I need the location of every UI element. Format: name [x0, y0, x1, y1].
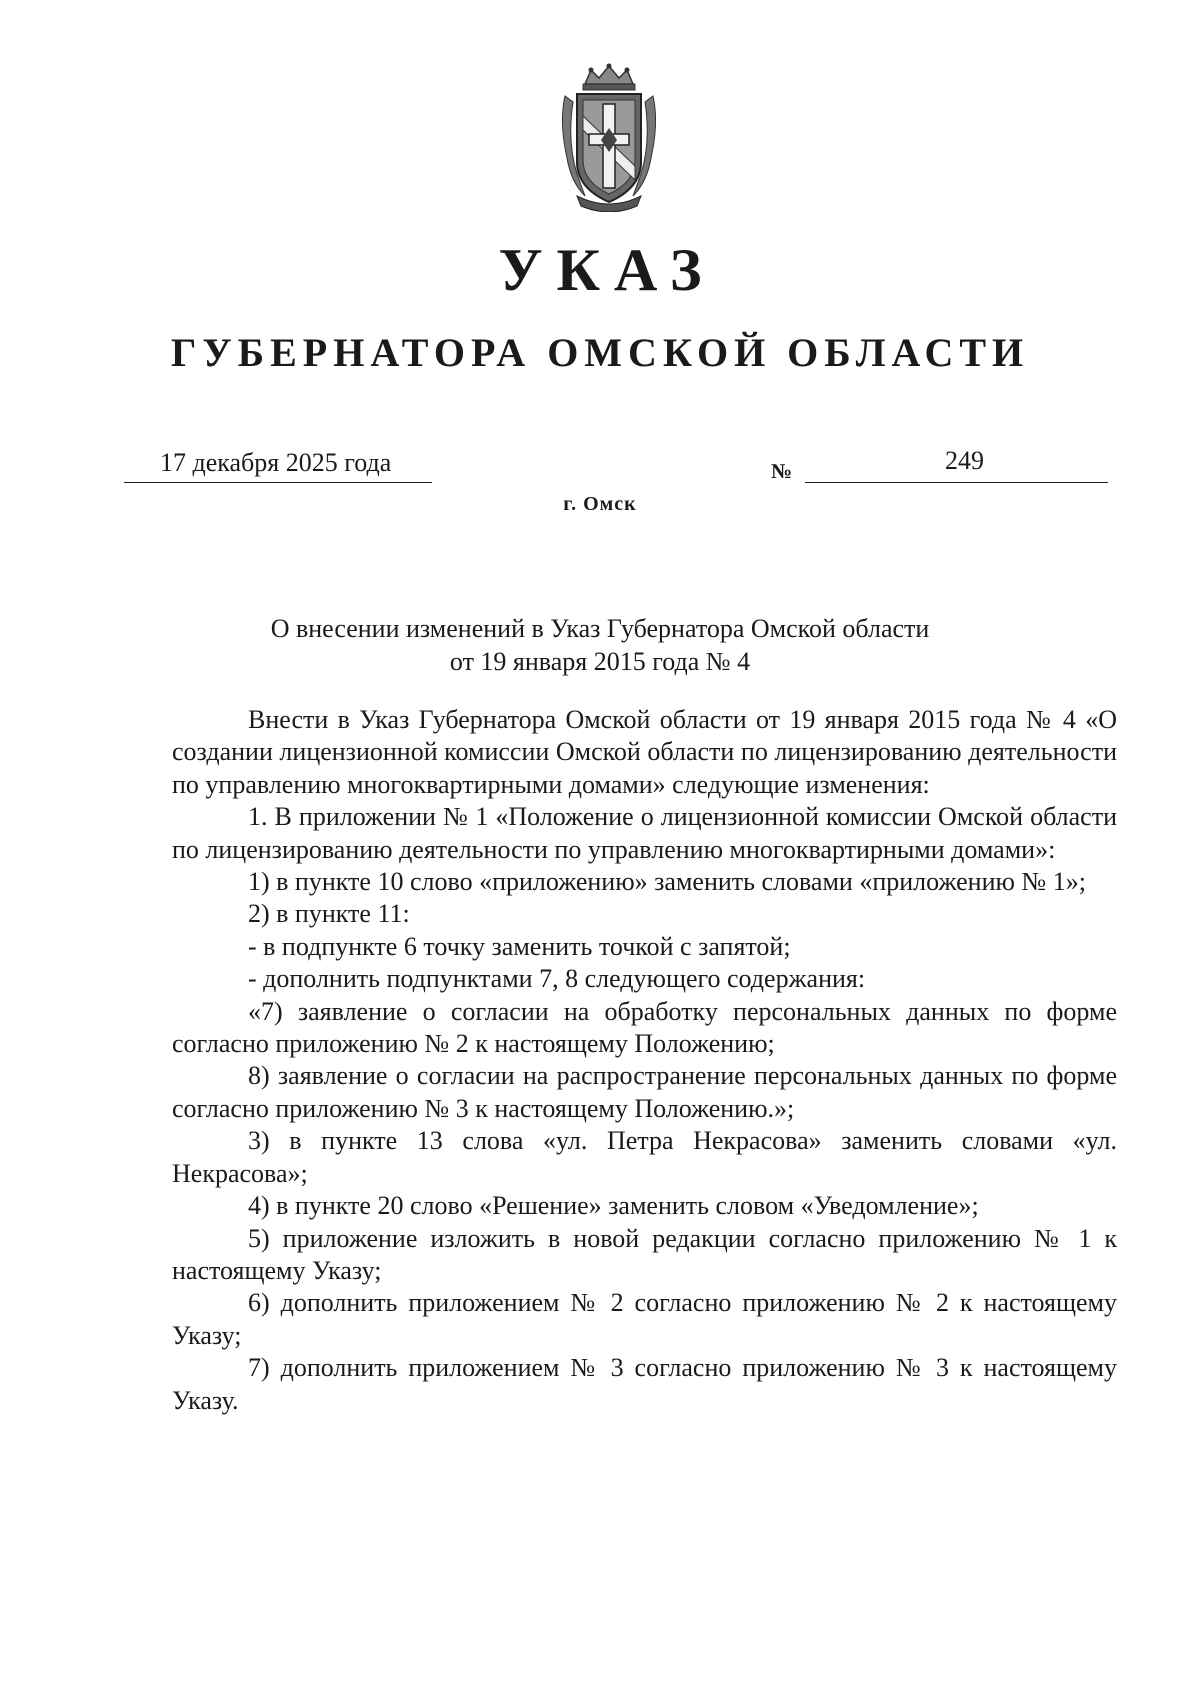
body-paragraph: 1) в пункте 10 слово «приложению» заменить словами «приложению № 1»;	[248, 867, 1086, 897]
body-paragraph: 1. В приложении № 1 «Положение о лицензионной комиссии Омской области по лицензированию деятельности по управлению многоквартирными домами»:	[172, 802, 1117, 864]
number-sign: №	[771, 459, 793, 483]
document-type-title: УКАЗ	[498, 237, 716, 303]
decree-number: 249	[945, 446, 984, 475]
body-paragraph: - в подпункте 6 точку заменить точкой с запятой;	[248, 931, 791, 961]
heading-line-2: от 19 января 2015 года № 4	[449, 647, 751, 676]
body-paragraph: «7) заявление о согласии на обработку персональных данных по форме согласно приложению № 2 к настоящему Положению;	[172, 996, 1117, 1059]
date-field	[124, 446, 432, 483]
city-label: г. Омск	[563, 493, 637, 515]
body-paragraph: - дополнить подпунктами 7, 8 следующего содержания:	[248, 964, 866, 994]
document-body	[172, 704, 1117, 1417]
decree-date: 17 декабря 2025 года	[160, 448, 392, 477]
heading-line-1: О внесении изменений в Указ Губернатора Омской области	[270, 614, 930, 643]
body-paragraph: 3) в пункте 13 слова «ул. Петра Некрасова» заменить словами «ул. Некрасова»;	[172, 1126, 1117, 1188]
number-field	[805, 446, 1108, 483]
document-heading	[0, 612, 1200, 678]
body-paragraph: 2) в пункте 11:	[248, 899, 410, 929]
issuer-title: ГУБЕРНАТОРА ОМСКОЙ ОБЛАСТИ	[170, 330, 1030, 375]
body-paragraph: Внести в Указ Губернатора Омской области от 19 января 2015 года № 4 «О создании лицензионной комиссии Омской области по лицензированию деятельности по управлению многоквартирными домами» следующие изменения:	[172, 705, 1117, 799]
body-paragraph: 7) дополнить приложением № 3 согласно приложению № 3 к настоящему Указу.	[172, 1353, 1117, 1415]
body-paragraph: 4) в пункте 20 слово «Решение» заменить словом «Уведомление»;	[248, 1191, 979, 1221]
body-paragraph: 6) дополнить приложением № 2 согласно приложению № 2 к настоящему Указу;	[172, 1288, 1117, 1350]
body-paragraph: 5) приложение изложить в новой редакции согласно приложению № 1 к настоящему Указу;	[172, 1223, 1117, 1285]
omsk-coat-of-arms-icon	[555, 62, 663, 212]
body-paragraph: 8) заявление о согласии на распространение персональных данных по форме согласно приложению № 3 к настоящему Положению.»;	[172, 1061, 1117, 1123]
